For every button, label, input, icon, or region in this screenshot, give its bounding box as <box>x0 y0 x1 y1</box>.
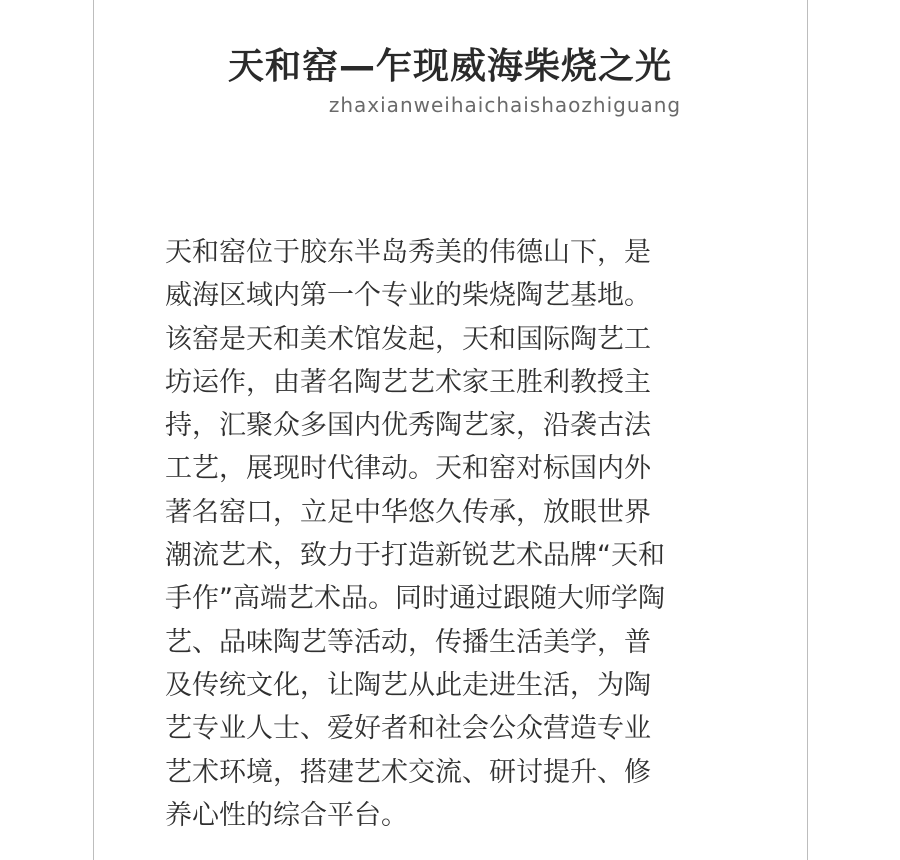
body-line: 及传统文化，让陶艺从此走进生活，为陶 <box>165 669 651 701</box>
article-title: 天和窑—乍现威海柴烧之光 <box>227 46 672 87</box>
article-subtitle-pinyin: zhaxianweihaichaishaozhiguang <box>328 93 682 117</box>
body-line: 天和窑位于胶东半岛秀美的伟德山下，是 <box>165 237 651 268</box>
body-line: 养心性的综合平台。 <box>165 799 408 831</box>
body-line: 该窑是天和美术馆发起，天和国际陶艺工 <box>165 323 651 355</box>
body-line: 坊运作，由著名陶艺艺术家王胜利教授主 <box>165 366 651 398</box>
body-line: 著名窑口，立足中华悠久传承，放眼世界 <box>165 496 651 528</box>
body-line: 艺专业人士、爱好者和社会公众营造专业 <box>165 713 651 745</box>
article-body <box>165 231 755 837</box>
body-line: 艺、品味陶艺等活动，传播生活美学，普 <box>165 626 651 658</box>
body-line: 工艺，展现时代律动。天和窑对标国内外 <box>165 453 651 485</box>
right-border-line <box>807 0 808 860</box>
body-line: 持，汇聚众多国内优秀陶艺家，沿袭古法 <box>165 410 651 442</box>
body-line: 威海区域内第一个专业的柴烧陶艺基地。 <box>165 280 651 312</box>
body-line: 艺术环境，搭建艺术交流、研讨提升、修 <box>165 756 651 788</box>
left-border-line <box>93 0 94 860</box>
body-line: 潮流艺术，致力于打造新锐艺术品牌“天和 <box>165 540 665 572</box>
body-line: 手作”高端艺术品。同时通过跟随大师学陶 <box>165 583 665 615</box>
